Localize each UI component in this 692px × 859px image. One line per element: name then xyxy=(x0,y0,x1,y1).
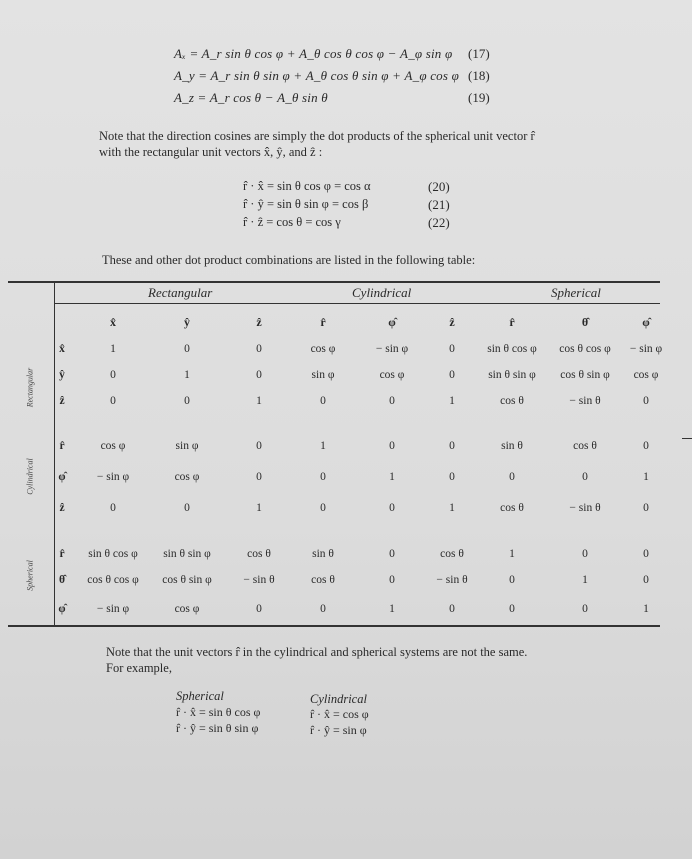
table-cell: 1 xyxy=(389,603,395,615)
table-cell: 0 xyxy=(110,395,116,407)
table-cell: cos φ xyxy=(100,440,126,452)
table-cell: 1 xyxy=(509,548,515,560)
table-cell: cos φ xyxy=(379,369,405,381)
table-cell: 0 xyxy=(643,502,649,514)
table-cell: 0 xyxy=(256,471,262,483)
example-cylindrical-line-1: r̂ · x̂ = cos φ xyxy=(310,707,369,721)
table-cell: 0 xyxy=(184,395,190,407)
table-cell: sin θ xyxy=(312,548,334,560)
table-bottom-rule xyxy=(8,625,660,627)
equation-17: Aₓ = A_r sin θ cos φ + A_θ cos θ cos φ − A_φ sin φ xyxy=(174,46,453,61)
table-cell: cos φ xyxy=(310,343,336,355)
table-cell: sin φ xyxy=(175,440,199,452)
table-cell: 0 xyxy=(449,343,455,355)
example-cylindrical-title: Cylindrical xyxy=(310,692,367,706)
table-cell: 0 xyxy=(184,502,190,514)
equation-18-number: (18) xyxy=(468,68,490,83)
table-cell: 1 xyxy=(110,343,116,355)
table-cell: − sin θ xyxy=(436,574,468,586)
table-cell: − sin φ xyxy=(375,343,409,355)
note-paragraph-line-2: with the rectangular unit vectors x̂, ŷ, and ẑ : xyxy=(99,145,323,159)
table-cell: 0 xyxy=(643,548,649,560)
table-left-divider xyxy=(54,281,55,626)
table-top-rule xyxy=(8,281,660,283)
equation-22-number: (22) xyxy=(428,215,450,230)
table-cell: 0 xyxy=(582,548,588,560)
column-header: r̂ xyxy=(509,315,515,329)
table-cell: cos θ xyxy=(311,574,335,586)
table-cell: 0 xyxy=(320,395,326,407)
row-header: ẑ xyxy=(59,395,65,407)
table-cell: 0 xyxy=(184,343,190,355)
table-cell: 0 xyxy=(320,502,326,514)
row-group-label-spherical: Spherical xyxy=(25,560,35,591)
table-cell: 0 xyxy=(256,343,262,355)
table-cell: − sin φ xyxy=(629,343,663,355)
table-cell: 1 xyxy=(449,502,455,514)
table-cell: 0 xyxy=(320,603,326,615)
table-cell: − sin φ xyxy=(96,471,130,483)
row-group-label-cylindrical: Cylindrical xyxy=(25,458,35,495)
table-cell: 0 xyxy=(389,395,395,407)
page-edge-mark xyxy=(682,438,692,439)
table-cell: − sin θ xyxy=(569,395,601,407)
equation-22: r̂ · ẑ = cos θ = cos γ xyxy=(243,215,341,229)
note-paragraph-line-1: Note that the direction cosines are simply the dot products of the spherical unit vector r̂ xyxy=(99,129,535,143)
table-cell: 0 xyxy=(389,502,395,514)
row-header: r̂ xyxy=(59,440,65,452)
group-header-spherical: Spherical xyxy=(551,285,601,300)
row-group-label-rectangular: Rectangular xyxy=(25,367,35,408)
table-cell: 1 xyxy=(449,395,455,407)
example-cylindrical-line-2: r̂ · ŷ = sin φ xyxy=(310,723,367,737)
table-cell: sin θ cos φ xyxy=(88,548,138,560)
table-cell: − sin θ xyxy=(243,574,275,586)
table-cell: cos θ cos φ xyxy=(87,574,139,586)
table-cell: sin θ xyxy=(501,440,523,452)
table-cell: 0 xyxy=(582,603,588,615)
table-cell: 0 xyxy=(320,471,326,483)
table-cell: 0 xyxy=(449,440,455,452)
table-cell: − sin φ xyxy=(96,603,130,615)
note-unit-vectors-line-2: For example, xyxy=(106,661,172,675)
table-cell: 0 xyxy=(256,603,262,615)
table-cell: cos θ xyxy=(573,440,597,452)
table-cell: 1 xyxy=(643,471,649,483)
table-cell: 1 xyxy=(184,369,190,381)
table-cell: 0 xyxy=(582,471,588,483)
table-cell: cos θ sin φ xyxy=(162,574,212,586)
column-header: φ̂ xyxy=(388,315,396,329)
column-header: φ̂ xyxy=(642,315,650,329)
row-header: r̂ xyxy=(59,548,65,560)
table-cell: cos φ xyxy=(174,471,200,483)
table-cell: 0 xyxy=(110,369,116,381)
table-intro-text: These and other dot product combinations are listed in the following table: xyxy=(102,253,476,267)
table-cell: 0 xyxy=(643,440,649,452)
table-cell: cos θ sin φ xyxy=(560,369,610,381)
table-cell: 0 xyxy=(643,574,649,586)
table-cell: sin θ sin φ xyxy=(488,369,536,381)
table-cell: cos φ xyxy=(633,369,659,381)
table-cell: 0 xyxy=(509,603,515,615)
table-cell: cos θ xyxy=(440,548,464,560)
table-cell: 1 xyxy=(320,440,326,452)
table-cell: sin θ cos φ xyxy=(487,343,537,355)
table-cell: sin θ sin φ xyxy=(163,548,211,560)
group-header-rectangular: Rectangular xyxy=(148,285,213,300)
equation-18: A_y = A_r sin θ sin φ + A_θ cos θ sin φ + A_φ cos φ xyxy=(174,68,459,83)
equation-21: r̂ · ŷ = sin θ sin φ = cos β xyxy=(243,197,369,211)
table-cell: − sin θ xyxy=(569,502,601,514)
column-header: θ̂ xyxy=(581,315,589,329)
table-header-rule xyxy=(54,303,660,304)
table-cell: 0 xyxy=(449,603,455,615)
row-header: ŷ xyxy=(59,369,65,381)
table-cell: cos θ xyxy=(500,502,524,514)
equation-19-number: (19) xyxy=(468,90,490,105)
equation-20-number: (20) xyxy=(428,179,450,194)
example-spherical-line-2: r̂ · ŷ = sin θ sin φ xyxy=(176,721,259,735)
table-cell: cos θ xyxy=(500,395,524,407)
table-cell: 0 xyxy=(110,502,116,514)
row-header: ẑ xyxy=(59,502,65,514)
table-cell: 0 xyxy=(256,369,262,381)
note-unit-vectors-line-1: Note that the unit vectors r̂ in the cylindrical and spherical systems are not the same. xyxy=(106,645,528,659)
table-cell: cos θ xyxy=(247,548,271,560)
table-cell: 1 xyxy=(643,603,649,615)
column-header: r̂ xyxy=(320,315,326,329)
table-cell: cos φ xyxy=(174,603,200,615)
table-cell: 0 xyxy=(509,471,515,483)
equation-17-number: (17) xyxy=(468,46,490,61)
row-header: θ̂ xyxy=(58,574,66,586)
table-cell: 0 xyxy=(389,548,395,560)
table-cell: cos θ cos φ xyxy=(559,343,611,355)
column-header: ẑ xyxy=(256,315,262,329)
table-cell: 1 xyxy=(256,395,262,407)
row-header: φ̂ xyxy=(58,603,66,615)
table-cell: sin φ xyxy=(311,369,335,381)
group-header-cylindrical: Cylindrical xyxy=(352,285,412,300)
equation-21-number: (21) xyxy=(428,197,450,212)
table-cell: 0 xyxy=(643,395,649,407)
example-spherical-title: Spherical xyxy=(176,689,224,703)
row-header: x̂ xyxy=(59,343,65,355)
equation-19: A_z = A_r cos θ − A_θ sin θ xyxy=(174,90,328,105)
table-cell: 1 xyxy=(389,471,395,483)
table-cell: 0 xyxy=(256,440,262,452)
table-cell: 0 xyxy=(389,574,395,586)
table-cell: 0 xyxy=(449,471,455,483)
table-cell: 0 xyxy=(509,574,515,586)
table-cell: 0 xyxy=(389,440,395,452)
table-cell: 1 xyxy=(582,574,588,586)
column-header: ŷ xyxy=(184,315,190,329)
table-cell: 1 xyxy=(256,502,262,514)
equation-20: r̂ · x̂ = sin θ cos φ = cos α xyxy=(243,179,371,193)
example-spherical-line-1: r̂ · x̂ = sin θ cos φ xyxy=(176,705,261,719)
column-header: x̂ xyxy=(110,315,116,329)
table-cell: 0 xyxy=(449,369,455,381)
row-header: φ̂ xyxy=(58,471,66,483)
column-header: ẑ xyxy=(449,315,455,329)
